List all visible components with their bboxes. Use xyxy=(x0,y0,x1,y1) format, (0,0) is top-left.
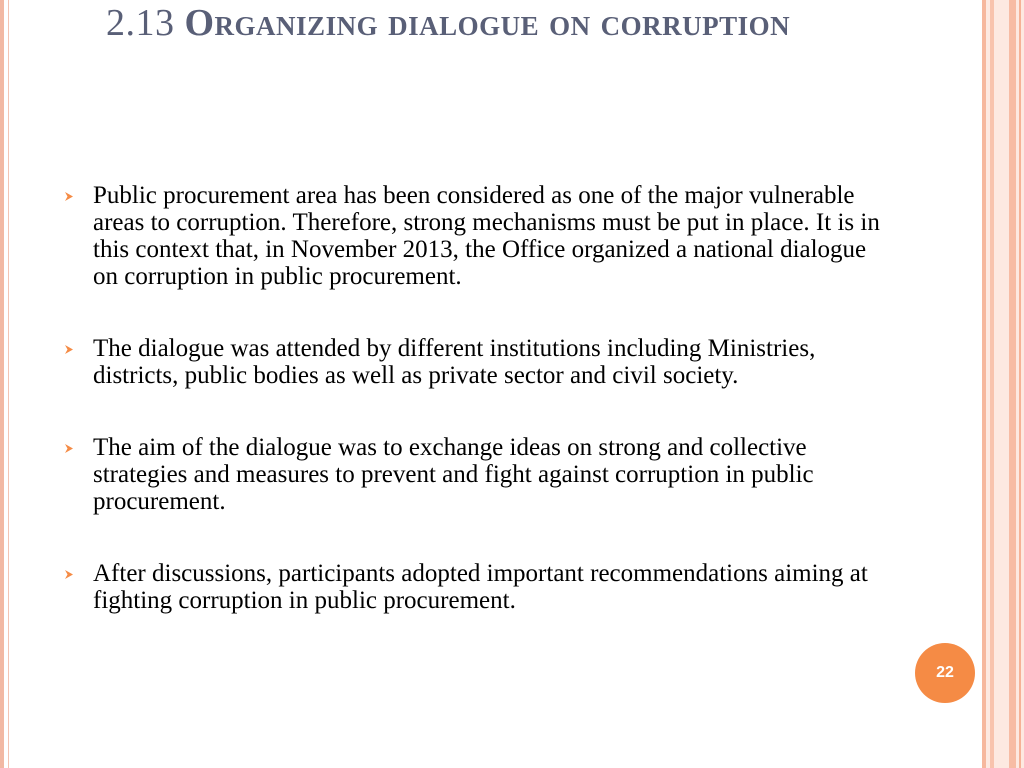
left-border-strip xyxy=(0,0,4,768)
right-border-stripe xyxy=(990,0,994,768)
right-border-band xyxy=(982,0,1024,768)
bullet-item xyxy=(62,560,892,614)
chevron-right-icon xyxy=(64,191,75,202)
bullet-text: Public procurement area has been considered as one of the major vulnerable areas to corruption. Therefore, strong mechanisms must be put in place. It is in this context that, in November 2013, the Office organized a national dialogue on corruption in public procurement. xyxy=(93,182,880,290)
left-border-line xyxy=(8,0,9,768)
bullet-list xyxy=(62,182,892,659)
bullet-item xyxy=(62,434,892,515)
page-number: 22 xyxy=(936,664,954,681)
chevron-right-icon xyxy=(64,569,75,580)
bullet-text: The aim of the dialogue was to exchange ideas on strong and collective strategies and measures to prevent and fight against corruption in public procurement. xyxy=(93,434,814,515)
title-text: Organizing dialogue on corruption xyxy=(184,2,791,44)
bullet-item xyxy=(62,335,892,389)
chevron-right-icon xyxy=(64,443,75,454)
right-border-stripe xyxy=(1009,0,1016,768)
slide-title xyxy=(106,0,806,50)
chevron-right-icon xyxy=(64,344,75,355)
bullet-text: The dialogue was attended by different institutions including Ministries, districts, public bodies as well as private sector and civil society. xyxy=(93,335,816,389)
page-number-badge xyxy=(915,643,975,703)
title-number: 2.13 xyxy=(106,2,175,44)
right-border-stripe xyxy=(982,0,986,768)
bullet-text: After discussions, participants adopted important recommendations aiming at fighting corruption in public procurement. xyxy=(93,560,868,614)
right-border-stripe xyxy=(1019,0,1021,768)
bullet-item xyxy=(62,182,892,290)
